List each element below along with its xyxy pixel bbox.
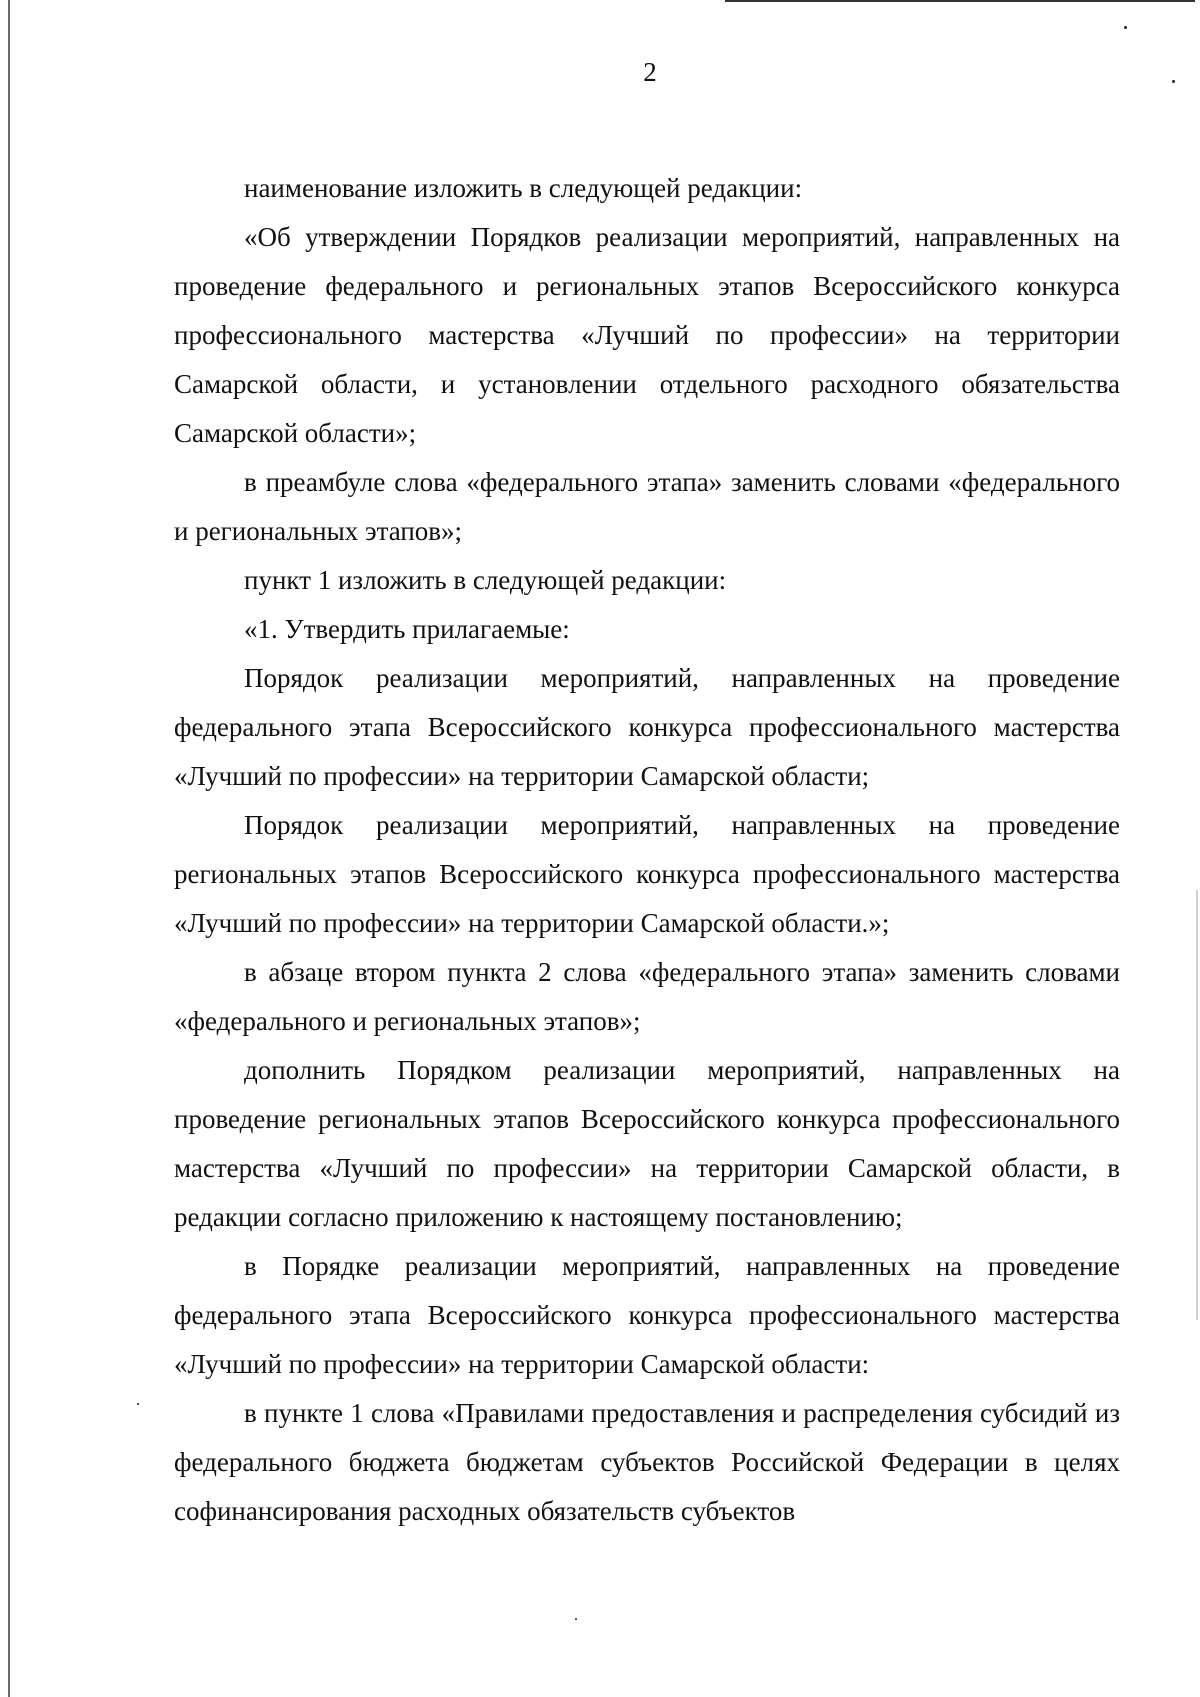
paragraph: в преамбуле слова «федерального этапа» заменить словами «федерального и региональных этапов»;	[174, 467, 1120, 546]
document-body	[174, 164, 1120, 1536]
paragraph: наименование изложить в следующей редакции:	[244, 173, 803, 203]
paragraph: пункт 1 изложить в следующей редакции:	[244, 565, 727, 595]
paragraph: в Порядке реализации мероприятий, направленных на проведение федерального этапа Всероссийского конкурса профессионального мастерства «Лучший по профессии» на территории Самарской области:	[174, 1251, 1120, 1379]
scan-right-mark	[1196, 890, 1198, 1320]
scan-edge-line	[8, 0, 10, 1697]
paragraph: «Об утверждении Порядков реализации мероприятий, направленных на проведение федерального и региональных этапов Всероссийского конкурса профессионального мастерства «Лучший по профессии» на территории Самарской области, и установлении отдельного расходного обязательства Самарской области»;	[174, 222, 1120, 448]
page-number: 2	[643, 57, 657, 87]
scan-speck	[137, 1403, 139, 1405]
paragraph: «1. Утвердить прилагаемые:	[244, 614, 570, 644]
paragraph: Порядок реализации мероприятий, направленных на проведение региональных этапов Всероссийского конкурса профессионального мастерства «Лучший по профессии» на территории Самарской области.»;	[174, 810, 1120, 938]
scan-top-rule	[725, 0, 1195, 2]
paragraph: в абзаце втором пункта 2 слова «федерального этапа» заменить словами «федерального и региональных этапов»;	[174, 957, 1120, 1036]
paragraph: в пункте 1 слова «Правилами предоставления и распределения субсидий из федерального бюджета бюджетам субъектов Российской Федерации в целях софинансирования расходных обязательств субъектов	[174, 1398, 1120, 1526]
scan-speck	[1124, 26, 1127, 29]
paragraph: дополнить Порядком реализации мероприятий, направленных на проведение региональных этапов Всероссийского конкурса профессионального мастерства «Лучший по профессии» на территории Самарской области, в редакции согласно приложению к настоящему постановлению;	[174, 1055, 1120, 1232]
scan-speck	[575, 1618, 577, 1620]
paragraph: Порядок реализации мероприятий, направленных на проведение федерального этапа Всероссийского конкурса профессионального мастерства «Лучший по профессии» на территории Самарской области;	[174, 663, 1120, 791]
